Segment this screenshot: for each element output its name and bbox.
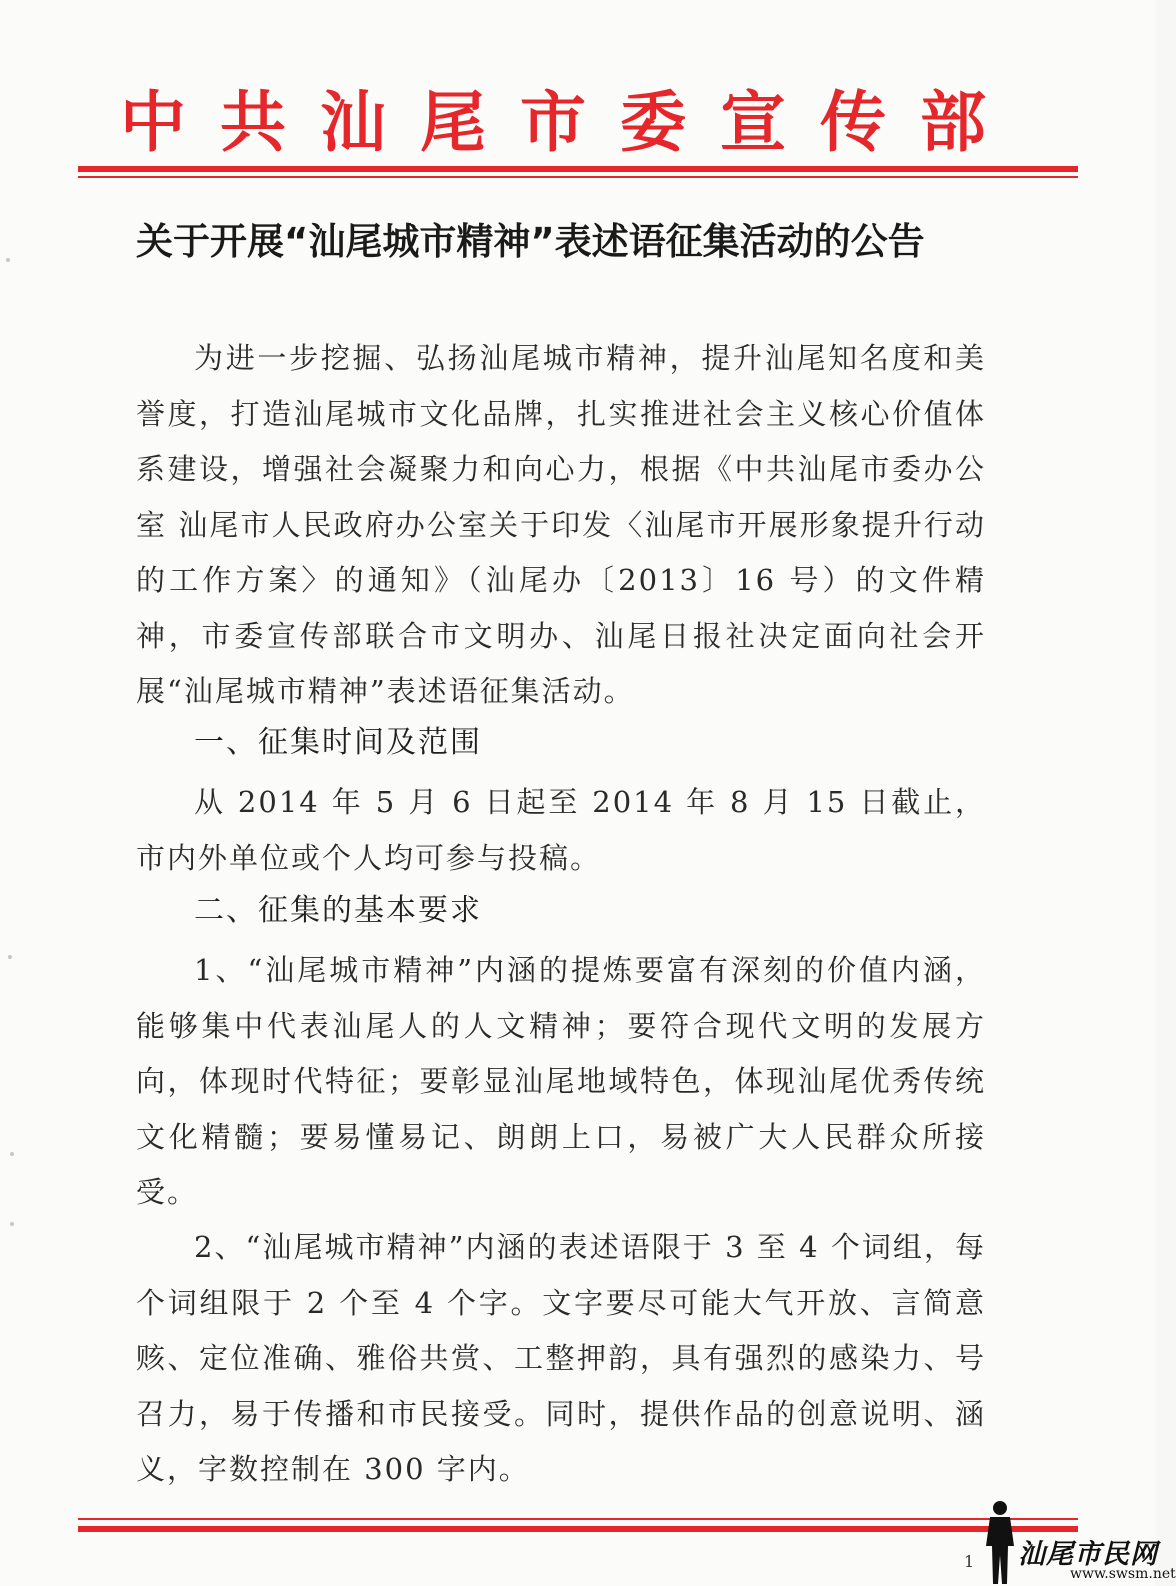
section-heading-basic-requirements: 二、征集的基本要求 — [194, 893, 482, 928]
watermark-site-name: 汕尾市民网 — [1018, 1539, 1158, 1570]
section-heading-collection-time-scope: 一、征集时间及范围 — [194, 725, 482, 760]
requirement-item-2: 2、“汕尾城市精神”内涵的表述语限于 3 至 4 个词组，每个词组限于 2 个至 4 个字。文字要尽可能大气开放、言简意赅、定位准确、雅俗共赏、工整押韵，具有强烈的感染力、号召力，易于传播和市民接受。同时，提供作品的创意说明、涵义，字数控制在 300 字内。 — [136, 1230, 986, 1486]
header-red-rule-thin — [78, 176, 1078, 178]
header-red-rule-thick — [78, 166, 1078, 172]
page-number: 1 — [964, 1552, 975, 1571]
requirement-item-1: 1、“汕尾城市精神”内涵的提炼要富有深刻的价值内涵，能够集中代表汕尾人的人文精神；要符合现代文明的发展方向，体现时代特征；要彰显汕尾地域特色，体现汕尾优秀传统文化精髓；要易懂易记、朗朗上口，易被广大人民群众所接受。 — [136, 953, 986, 1209]
announcement-title: 关于开展“汕尾城市精神”表述语征集活动的公告 — [136, 220, 925, 263]
site-watermark — [980, 1500, 1176, 1586]
scan-margin-mark — [10, 1152, 14, 1156]
scan-margin-mark — [8, 955, 12, 959]
footer-red-rule-thick — [78, 1526, 1078, 1532]
scan-margin-mark — [6, 258, 10, 262]
person-silhouette-icon — [980, 1500, 1020, 1586]
footer-red-rule-thin — [78, 1518, 1078, 1520]
watermark-site-url: www.swsm.net — [1070, 1566, 1176, 1582]
section1-paragraph: 从 2014 年 5 月 6 日起至 2014 年 8 月 15 日截止，市内外单位或个人均可参与投稿。 — [136, 785, 986, 875]
scan-margin-mark — [10, 1222, 14, 1226]
intro-paragraph: 为进一步挖掘、弘扬汕尾城市精神，提升汕尾知名度和美誉度，打造汕尾城市文化品牌，扎实推进社会主义核心价值体系建设，增强社会凝聚力和向心力，根据《中共汕尾市委办公室 汕尾市人民政府办公室关于印发〈汕尾市开展形象提升行动的工作方案〉的通知》（汕尾办〔2013〕16 号）的文件精神，市委宣传部联合市文明办、汕尾日报社决定面向社会开展“汕尾城市精神”表述语征集活动。 — [136, 341, 986, 708]
issuing-organization-header: 中共汕尾市委宣传部 — [120, 83, 1020, 161]
